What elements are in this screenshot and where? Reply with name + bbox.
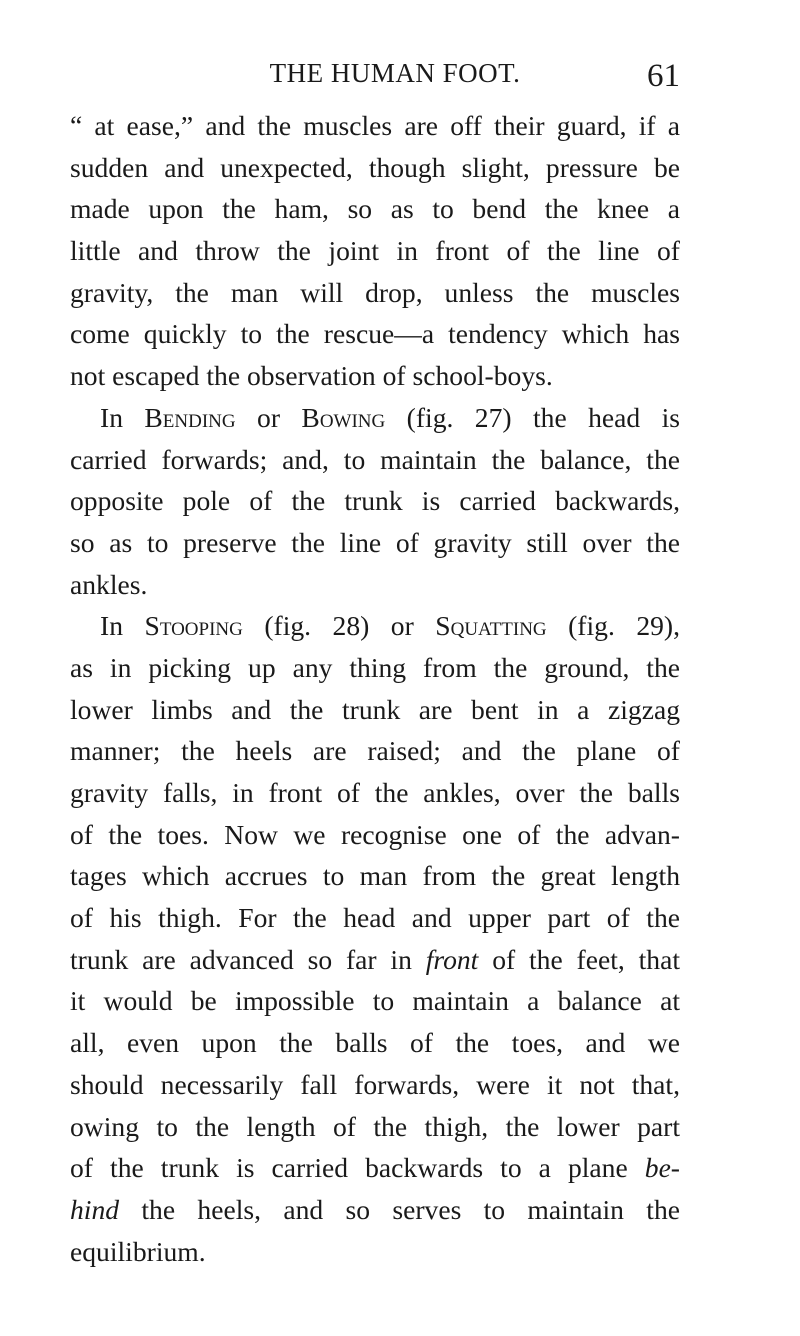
text-line: of his thigh. For the head and upper part of the xyxy=(70,902,680,934)
small-caps-term: Stooping xyxy=(144,610,243,642)
text-line: of the toes. Now we recognise one of the advan- xyxy=(70,818,680,850)
text-line: equilibrium. xyxy=(70,1235,206,1267)
text-line: so as to preserve the line of gravity still over the xyxy=(70,526,680,558)
text-line: come quickly to the rescue—a tendency which has xyxy=(70,318,680,350)
italic-word: be- xyxy=(644,1152,680,1184)
text-line: of the trunk is carried backwards to a plane be- xyxy=(70,1152,680,1184)
text-line: ankles. xyxy=(70,568,148,600)
text-line: “ at ease,” and the muscles are off their guard, if a xyxy=(70,110,680,141)
small-caps-term: Bowing xyxy=(301,401,386,433)
text-line: not escaped the observation of school-boys. xyxy=(70,360,553,392)
page-number: 61 xyxy=(647,58,680,94)
text-line: it would be impossible to maintain a balance at xyxy=(70,985,680,1017)
text-line: little and throw the joint in front of the line of xyxy=(70,235,680,267)
text-line: should necessarily fall forwards, were it not that, xyxy=(70,1068,680,1100)
running-head: THE HUMAN FOOT. xyxy=(269,58,521,88)
text-line: trunk are advanced so far in front of the feet, that xyxy=(70,943,680,975)
text-line: all, even upon the balls of the toes, and we xyxy=(70,1027,680,1059)
text-line: carried forwards; and, to maintain the balance, the xyxy=(70,443,680,475)
text-line: tages which accrues to man from the great length xyxy=(70,860,680,892)
italic-word: hind xyxy=(70,1193,120,1225)
text-line: In Bending or Bowing (fig. 27) the head is xyxy=(100,401,680,433)
text-line: made upon the ham, so as to bend the knee a xyxy=(70,193,680,225)
body-text xyxy=(70,105,680,1272)
small-caps-term: Bending xyxy=(144,401,236,433)
text-line: owing to the length of the thigh, the lower part xyxy=(70,1110,680,1142)
page-header xyxy=(70,58,680,102)
text-line: sudden and unexpected, though slight, pressure be xyxy=(70,151,680,183)
text-line: hind the heels, and so serves to maintain the xyxy=(70,1193,680,1225)
text-line: lower limbs and the trunk are bent in a zigzag xyxy=(70,693,680,725)
text-line: opposite pole of the trunk is carried backwards, xyxy=(70,485,680,517)
small-caps-term: Squatting xyxy=(435,610,547,642)
text-line: gravity falls, in front of the ankles, over the balls xyxy=(70,777,680,808)
text-line: manner; the heels are raised; and the plane of xyxy=(70,735,680,767)
text-line: as in picking up any thing from the ground, the xyxy=(70,651,680,683)
italic-word: front xyxy=(425,943,479,975)
text-line: In Stooping (fig. 28) or Squatting (fig. 29), xyxy=(100,610,681,642)
text-line: gravity, the man will drop, unless the muscles xyxy=(70,276,680,308)
